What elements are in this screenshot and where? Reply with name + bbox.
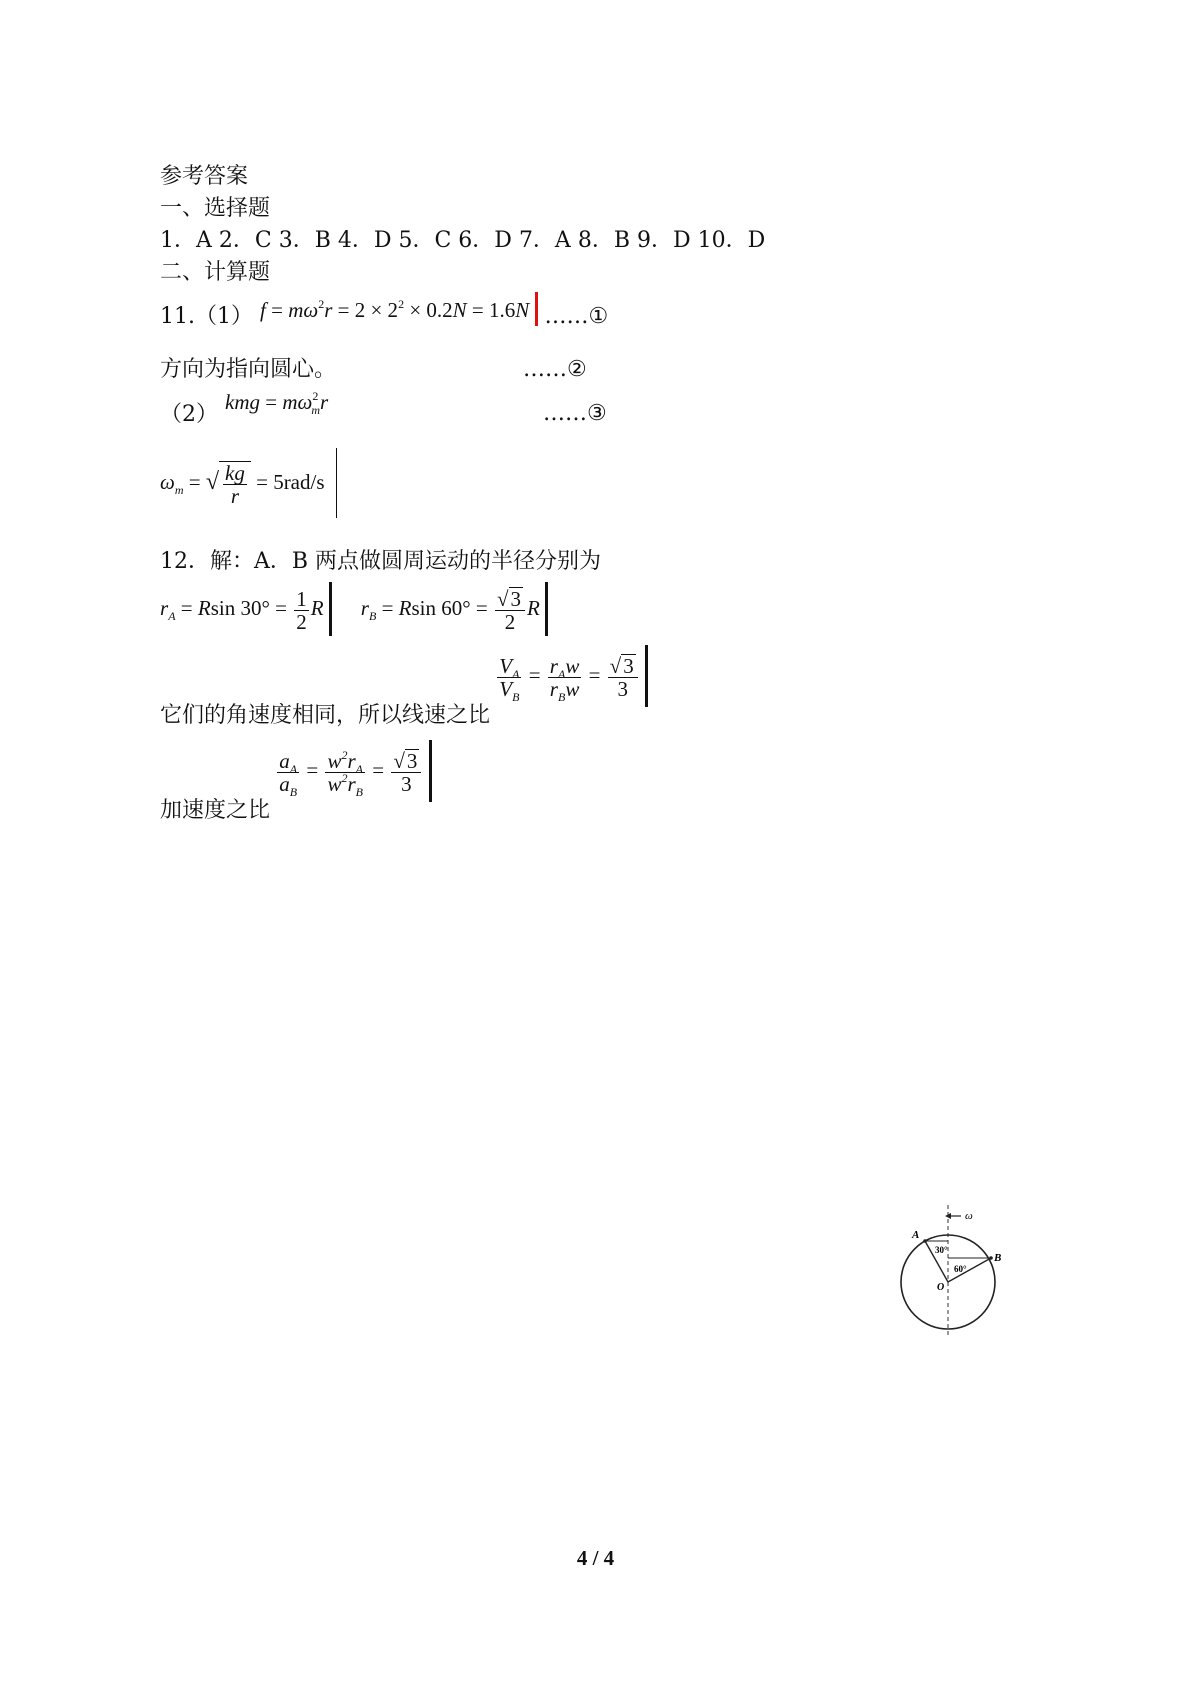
q12-radius-a-formula: $r_A = Rsin$ 30° = $\frac{1}{2}$ R: [160, 586, 324, 634]
q11-friction-formula: $f = m\omega^2r = 2 \times 2^2 \times 0.2N = 1.6N$: [260, 297, 530, 322]
q12-accel-formula: $\frac{a_A}{a_B}$ = $\frac{w^2r_A}{w^2r_B}$ = $\frac{√3}{3}$: [270, 758, 429, 782]
q11-part1: [160, 297, 609, 334]
q12-velocity-ratio: [160, 645, 648, 728]
q12-accel-text: 加速度之比: [160, 798, 271, 823]
formula-frame-edge: [429, 740, 432, 802]
q11-marker-1: ……①: [544, 304, 609, 329]
q12-velocity-formula: $\frac{V_A}{V_B}$ = $\frac{r_Aw}{r_Bw}$ = $\frac{√3}{3}$: [490, 663, 645, 687]
q11-marker-2: ……②: [523, 357, 587, 382]
angle-30-label: 30°: [935, 1245, 948, 1255]
edit-cursor: [535, 292, 538, 326]
point-a-label: A: [912, 1229, 920, 1241]
omega-label: ω: [965, 1210, 973, 1222]
point-o-label: O: [937, 1282, 945, 1293]
point-b-label: B: [994, 1252, 1002, 1264]
q11-part2-label: （2）: [160, 402, 218, 427]
formula-frame-edge: [329, 582, 332, 636]
sphere-diagram: [885, 1205, 1015, 1335]
q11-direction-line: [160, 356, 587, 384]
q11-part2: [160, 389, 607, 429]
q11-omega-formula: $\omega_m$ = √ $\frac{kg}{r}$ = 5rad/s: [160, 460, 325, 508]
q12-radius-b-formula: $r_B = Rsin$ 60° = $\frac{√3}{2}$ R: [360, 587, 540, 635]
q12-accel-ratio: [160, 740, 432, 823]
choice-answers: 1．A 2．C 3．B 4．D 5．C 6．D 7．A 8．B 9．D 10．D: [160, 228, 766, 253]
page-number: 4 / 4: [576, 1546, 615, 1570]
section-choice-title: 一、选择题: [160, 196, 271, 221]
q11-label: 11.（1）: [160, 304, 253, 329]
q11-direction-text: 方向为指向圆心。: [160, 357, 337, 382]
q11-omega-result: [160, 448, 337, 518]
page-heading: 参考答案: [160, 164, 249, 189]
q12-velocity-text: 它们的角速度相同，所以线速之比: [160, 703, 491, 728]
q12-radii: [160, 582, 548, 638]
q12-intro: 12．解：A．B 两点做圆周运动的半径分别为: [160, 549, 602, 574]
angle-60-label: 60°: [954, 1264, 967, 1274]
q11-omega-value: 5rad/s: [273, 470, 325, 494]
formula-frame-edge: [545, 582, 548, 636]
formula-frame-edge: [645, 645, 648, 707]
formula-frame-edge: [336, 448, 338, 518]
q11-marker-3: ……③: [543, 401, 607, 426]
q11-max-friction-formula: kmg = $m\omega^2_mr$: [225, 389, 329, 417]
section-calc-title: 二、计算题: [160, 260, 271, 285]
